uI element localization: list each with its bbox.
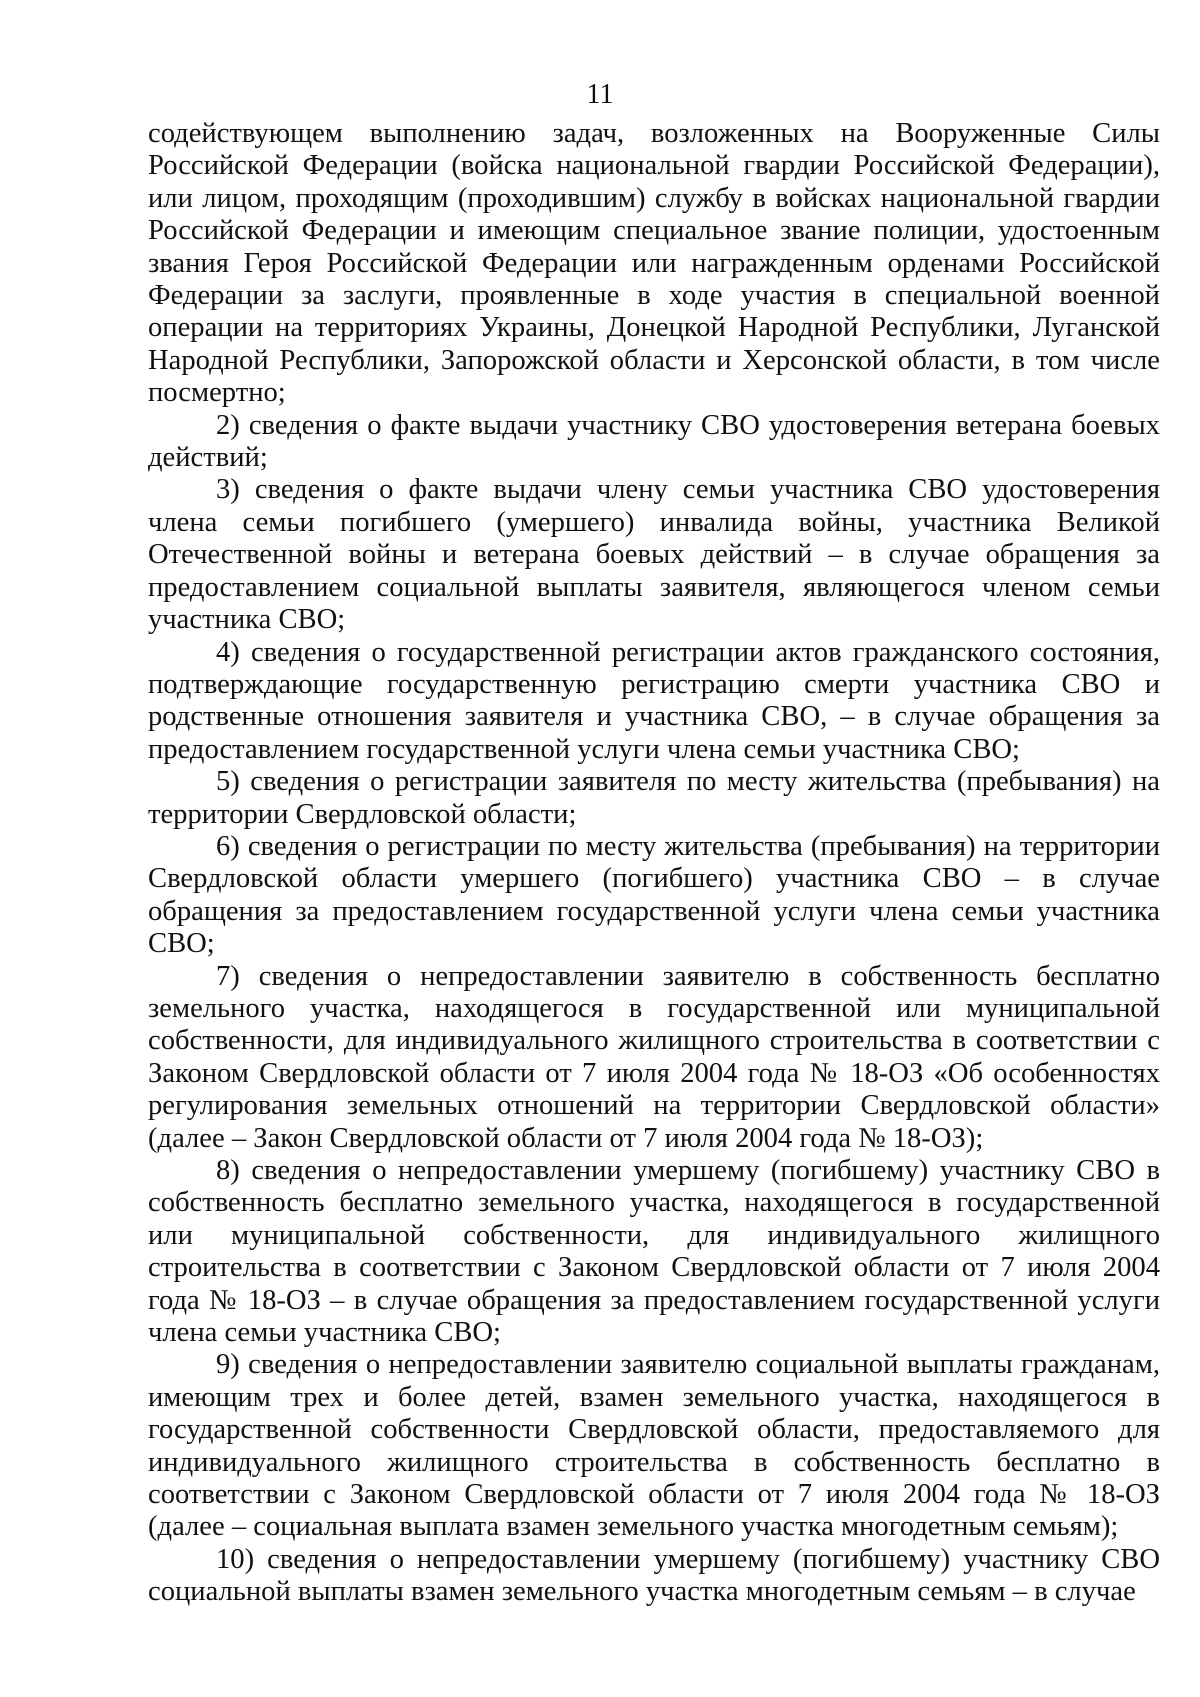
paragraph-item-3: 3) сведения о факте выдачи члену семьи участника СВО удостоверения члена семьи погибшего (умершего) инвалида войны, участника Великой Отечественной войны и ветерана боевых действий – в случае обращения за предоставлением социальной выплаты заявителя, являющегося членом семьи участника СВО; — [148, 474, 1160, 636]
page-number: 11 — [586, 79, 614, 110]
paragraph-item-4: 4) сведения о государственной регистрации актов гражданского состояния, подтверждающие государственную регистрацию смерти участника СВО и родственные отношения заявителя и участника СВО, – в случае обращения за предоставлением государственной услуги члена семьи участника СВО; — [148, 636, 1160, 765]
paragraph-item-7: 7) сведения о непредоставлении заявителю в собственность бесплатно земельного участка, находящегося в государственной или муниципальной собственности, для индивидуального жилищного строительства в соответствии с Законом Свердловской области от 7 июля 2004 года № 18-ОЗ «Об особенностях регулирования земельных отношений на территории Свердловской области» (далее – Закон Свердловской области от 7 июля 2004 года № 18-ОЗ); — [148, 960, 1160, 1154]
paragraph-item-6: 6) сведения о регистрации по месту жительства (пребывания) на территории Свердловской области умершего (погибшего) участника СВО – в случае обращения за предоставлением государственной услуги члена семьи участника СВО; — [148, 830, 1160, 960]
paragraph-item-8: 8) сведения о непредоставлении умершему (погибшему) участнику СВО в собственность бесплатно земельного участка, находящегося в государственной или муниципальной собственности, для индивидуального жилищного строительства в соответствии с Законом Свердловской области от 7 июля 2004 года № 18-ОЗ – в случае обращения за предоставлением государственной услуги члена семьи участника СВО; — [148, 1155, 1160, 1349]
paragraph-continuation: содействующем выполнению задач, возложенных на Вооруженные Силы Российской Федерации (войска национальной гвардии Российской Федерации), или лицом, проходящим (проходившим) службу в войсках национальной гвардии Российской Федерации и имеющим специальное звание полиции, удостоенным звания Героя Российской Федерации или награжденным орденами Российской Федерации за заслуги, проявленные в ходе участия в специальной военной операции на территориях Украины, Донецкой Народной Республики, Луганской Народной Республики, Запорожской области и Херсонской области, в том числе посмертно; — [148, 118, 1160, 409]
paragraph-item-9: 9) сведения о непредоставлении заявителю социальной выплаты гражданам, имеющим трех и более детей, взамен земельного участка, находящегося в государственной собственности Свердловской области, предоставляемого для индивидуального жилищного строительства в собственность бесплатно в соответствии с Законом Свердловской области от 7 июля 2004 года № 18-ОЗ (далее – социальная выплата взамен земельного участка многодетным семьям); — [148, 1349, 1160, 1543]
paragraph-item-10: 10) сведения о непредоставлении умершему (погибшему) участнику СВО социальной выплаты взамен земельного участка многодетным семьям – в случае — [148, 1543, 1160, 1608]
document-body — [148, 118, 1160, 1609]
paragraph-item-5: 5) сведения о регистрации заявителя по месту жительства (пребывания) на территории Свердловской области; — [148, 766, 1160, 830]
paragraph-item-2: 2) сведения о факте выдачи участнику СВО удостоверения ветерана боевых действий; — [148, 409, 1160, 474]
